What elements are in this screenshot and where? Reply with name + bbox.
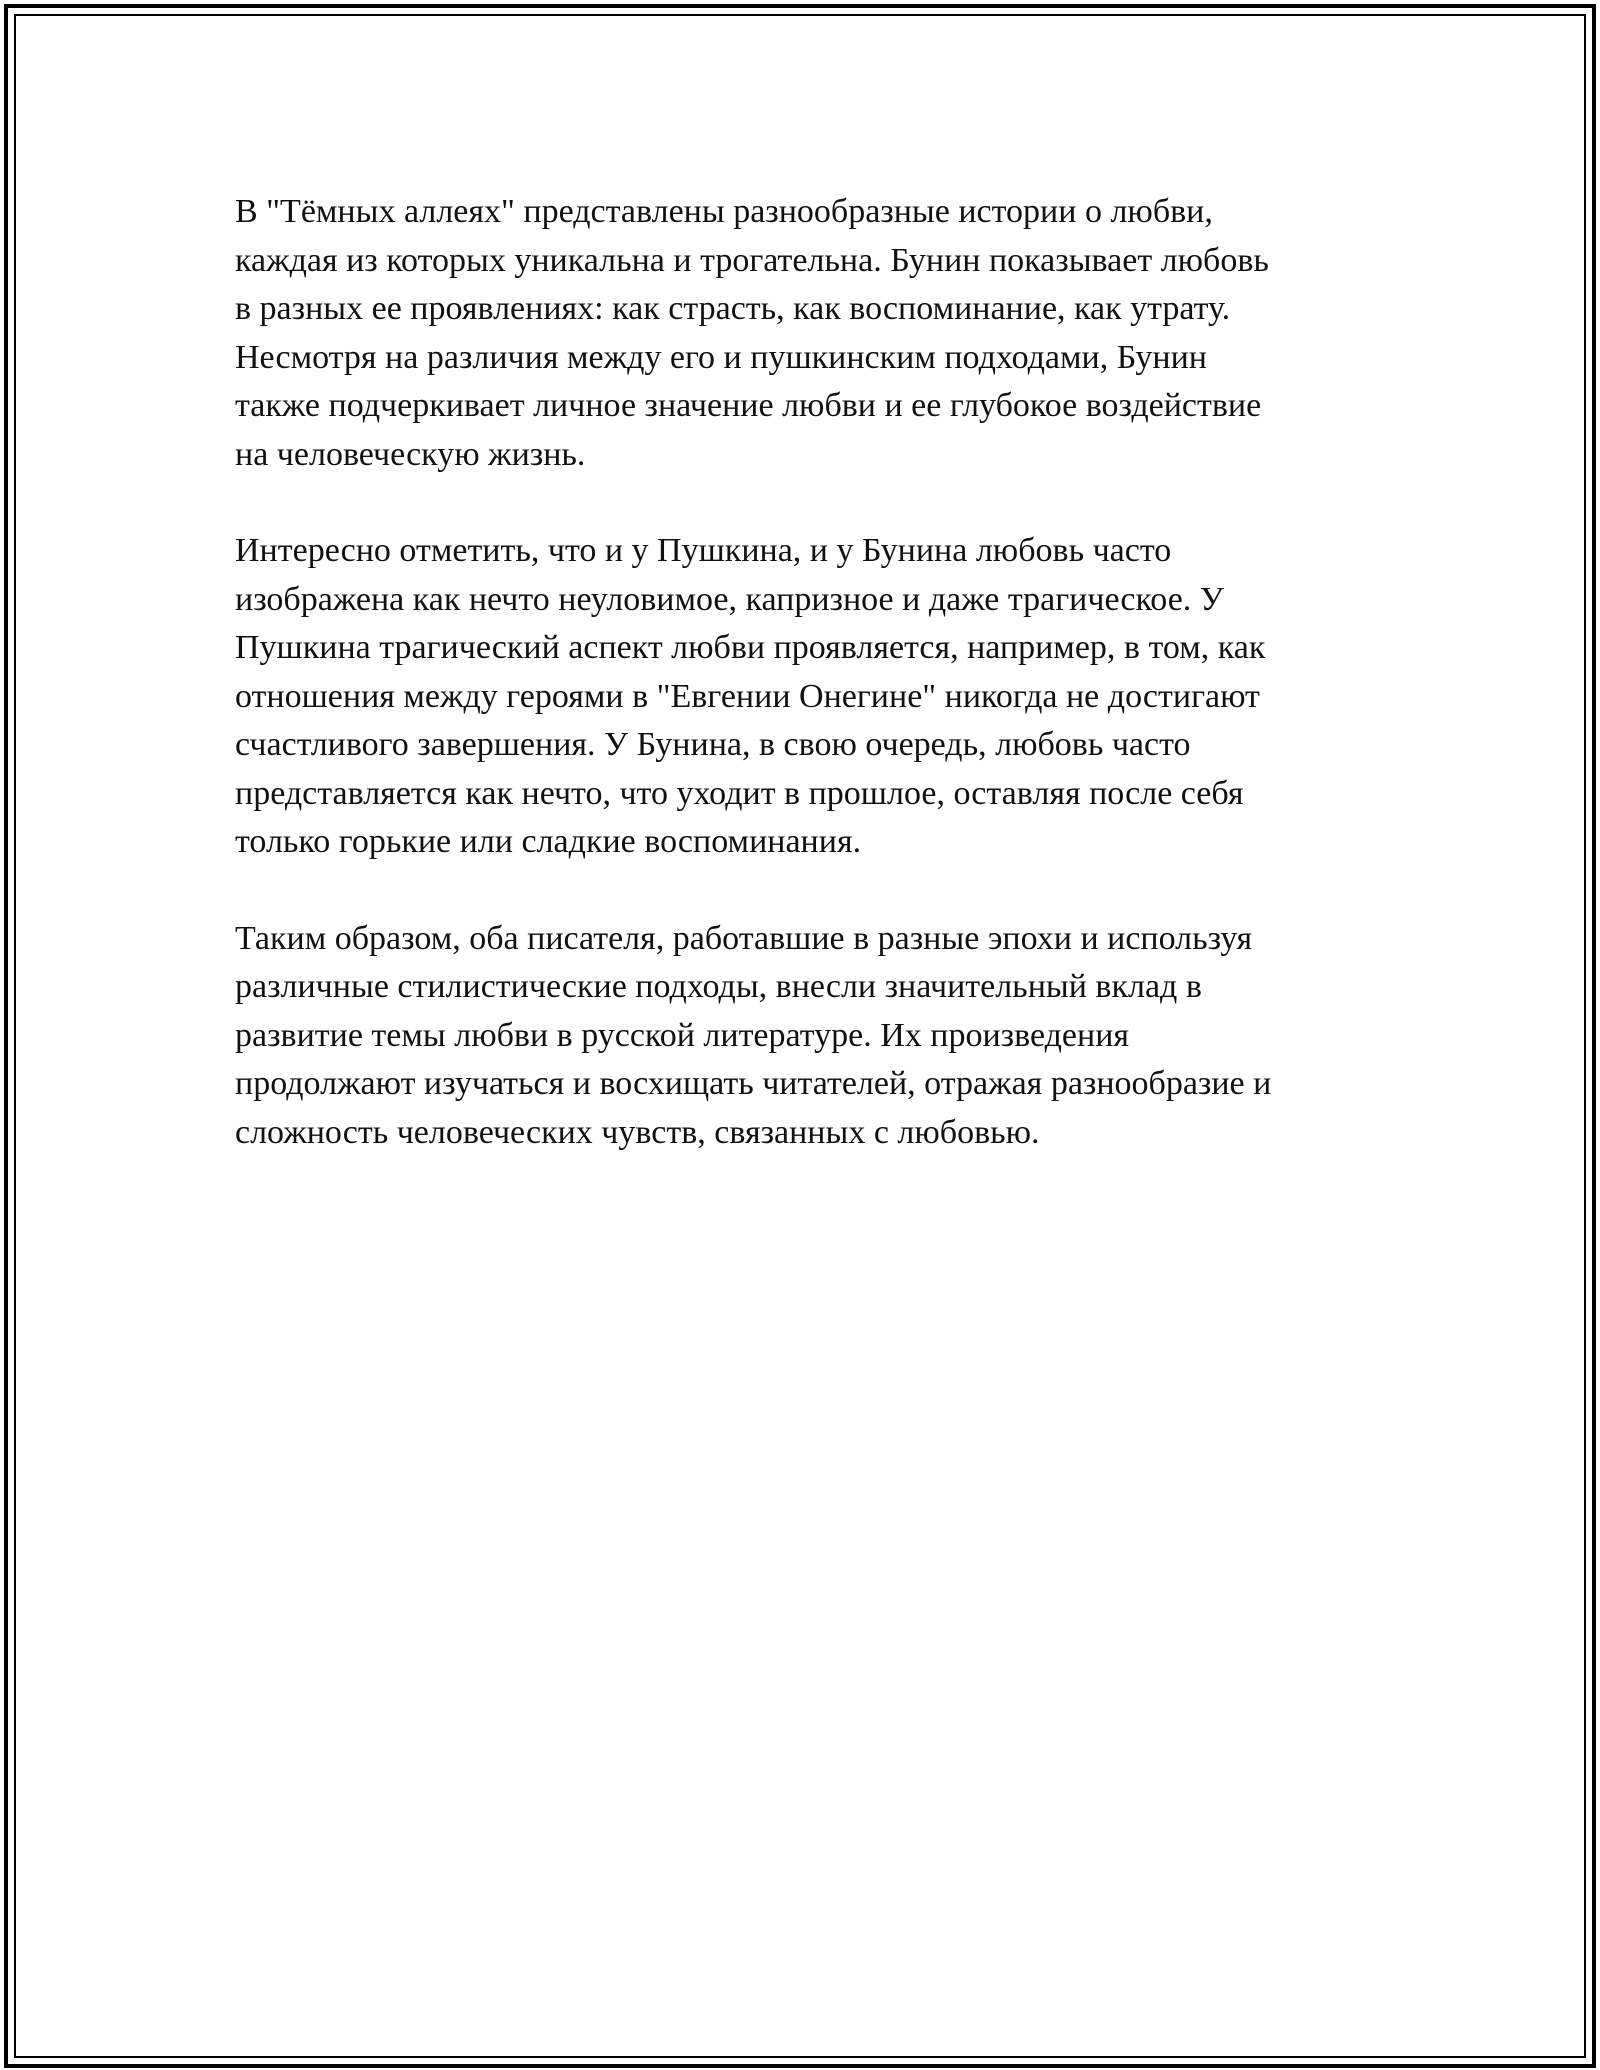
document-body [235,188,1375,1205]
paragraph-dark-alleys: В "Тёмных аллеях" представлены разнообразные истории о любви, каждая из которых уникальна и трогательна. Бунин показывает любовь в разных ее проявлениях: как страсть, как воспоминание, как утрату. Несмотря на различия между его и пушкинским подходами, Бунин также подчеркивает личное значение любви и ее глубокое воздействие на человеческую жизнь. [235,193,1269,473]
paragraph-conclusion: Таким образом, оба писателя, работавшие в разные эпохи и используя различные стилистические подходы, внесли значительный вклад в развитие темы любви в русской литературе. Их произведения продолжают изучаться и восхищать читателей, отражая разнообразие и сложность человеческих чувств, связанных с любовью. [235,919,1272,1151]
paragraph-pushkin-bunin-comparison: Интересно отметить, что и у Пушкина, и у Бунина любовь часто изображена как нечто неуловимое, капризное и даже трагическое. У Пушкина трагический аспект любви проявляется, например, в том, как отношения между героями в "Евгении Онегине" никогда не достигают счастливого завершения. У Бунина, в свою очередь, любовь часто представляется как нечто, что уходит в прошлое, оставляя после себя только горькие или сладкие воспоминания. [235,532,1266,860]
